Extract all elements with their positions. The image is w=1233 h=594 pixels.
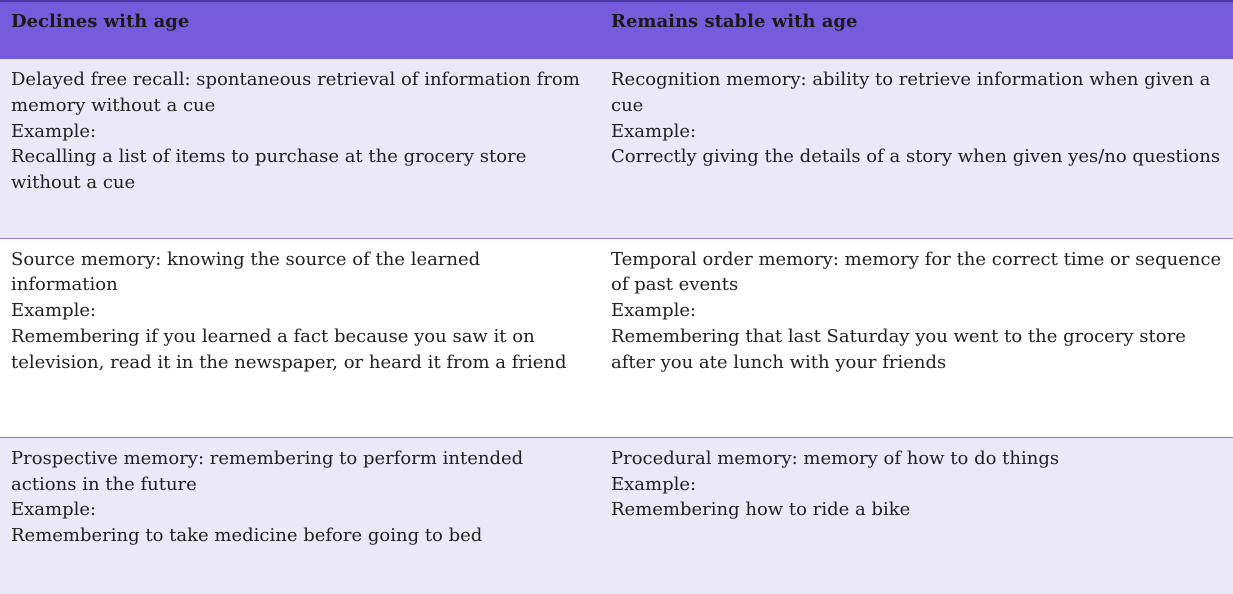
example-text: Remembering to take medicine before going to bed — [11, 525, 483, 547]
memory-definition: Prospective memory: remembering to perform intended actions in the future — [11, 447, 524, 495]
table-row — [0, 238, 1233, 437]
table-row — [0, 59, 1233, 238]
memory-definition: Source memory: knowing the source of the learned information — [11, 248, 481, 296]
example-label: Example: — [11, 300, 97, 322]
memory-definition: Temporal order memory: memory for the correct time or sequence of past events — [611, 248, 1222, 296]
example-text: Recalling a list of items to purchase at the grocery store without a cue — [11, 146, 527, 194]
header-remains-stable-with-age: Remains stable with age — [600, 1, 1233, 59]
example-text: Remembering how to ride a bike — [611, 499, 911, 521]
example-text: Correctly giving the details of a story when given yes/no questions — [611, 146, 1221, 168]
stable-cell — [600, 238, 1233, 437]
example-label: Example: — [611, 300, 697, 322]
table-row — [0, 437, 1233, 594]
stable-cell — [600, 59, 1233, 238]
example-label: Example: — [11, 499, 97, 521]
example-text: Remembering if you learned a fact because you saw it on television, read it in the newspaper, or heard it from a friend — [11, 325, 567, 373]
memory-definition: Recognition memory: ability to retrieve information when given a cue — [611, 69, 1211, 116]
example-label: Example: — [11, 120, 97, 142]
header-declines-with-age: Declines with age — [0, 1, 600, 59]
declines-cell — [0, 238, 600, 437]
stable-cell — [600, 437, 1233, 594]
declines-cell — [0, 437, 600, 594]
example-text: Remembering that last Saturday you went to the grocery store after you ate lunch with your friends — [611, 325, 1186, 373]
memory-definition: Delayed free recall: spontaneous retrieval of information from memory without a cue — [11, 69, 580, 116]
memory-definition: Procedural memory: memory of how to do things — [611, 447, 1060, 469]
declines-cell — [0, 59, 600, 238]
example-label: Example: — [611, 120, 697, 142]
example-label: Example: — [611, 473, 697, 495]
table-header-row — [0, 1, 1233, 59]
